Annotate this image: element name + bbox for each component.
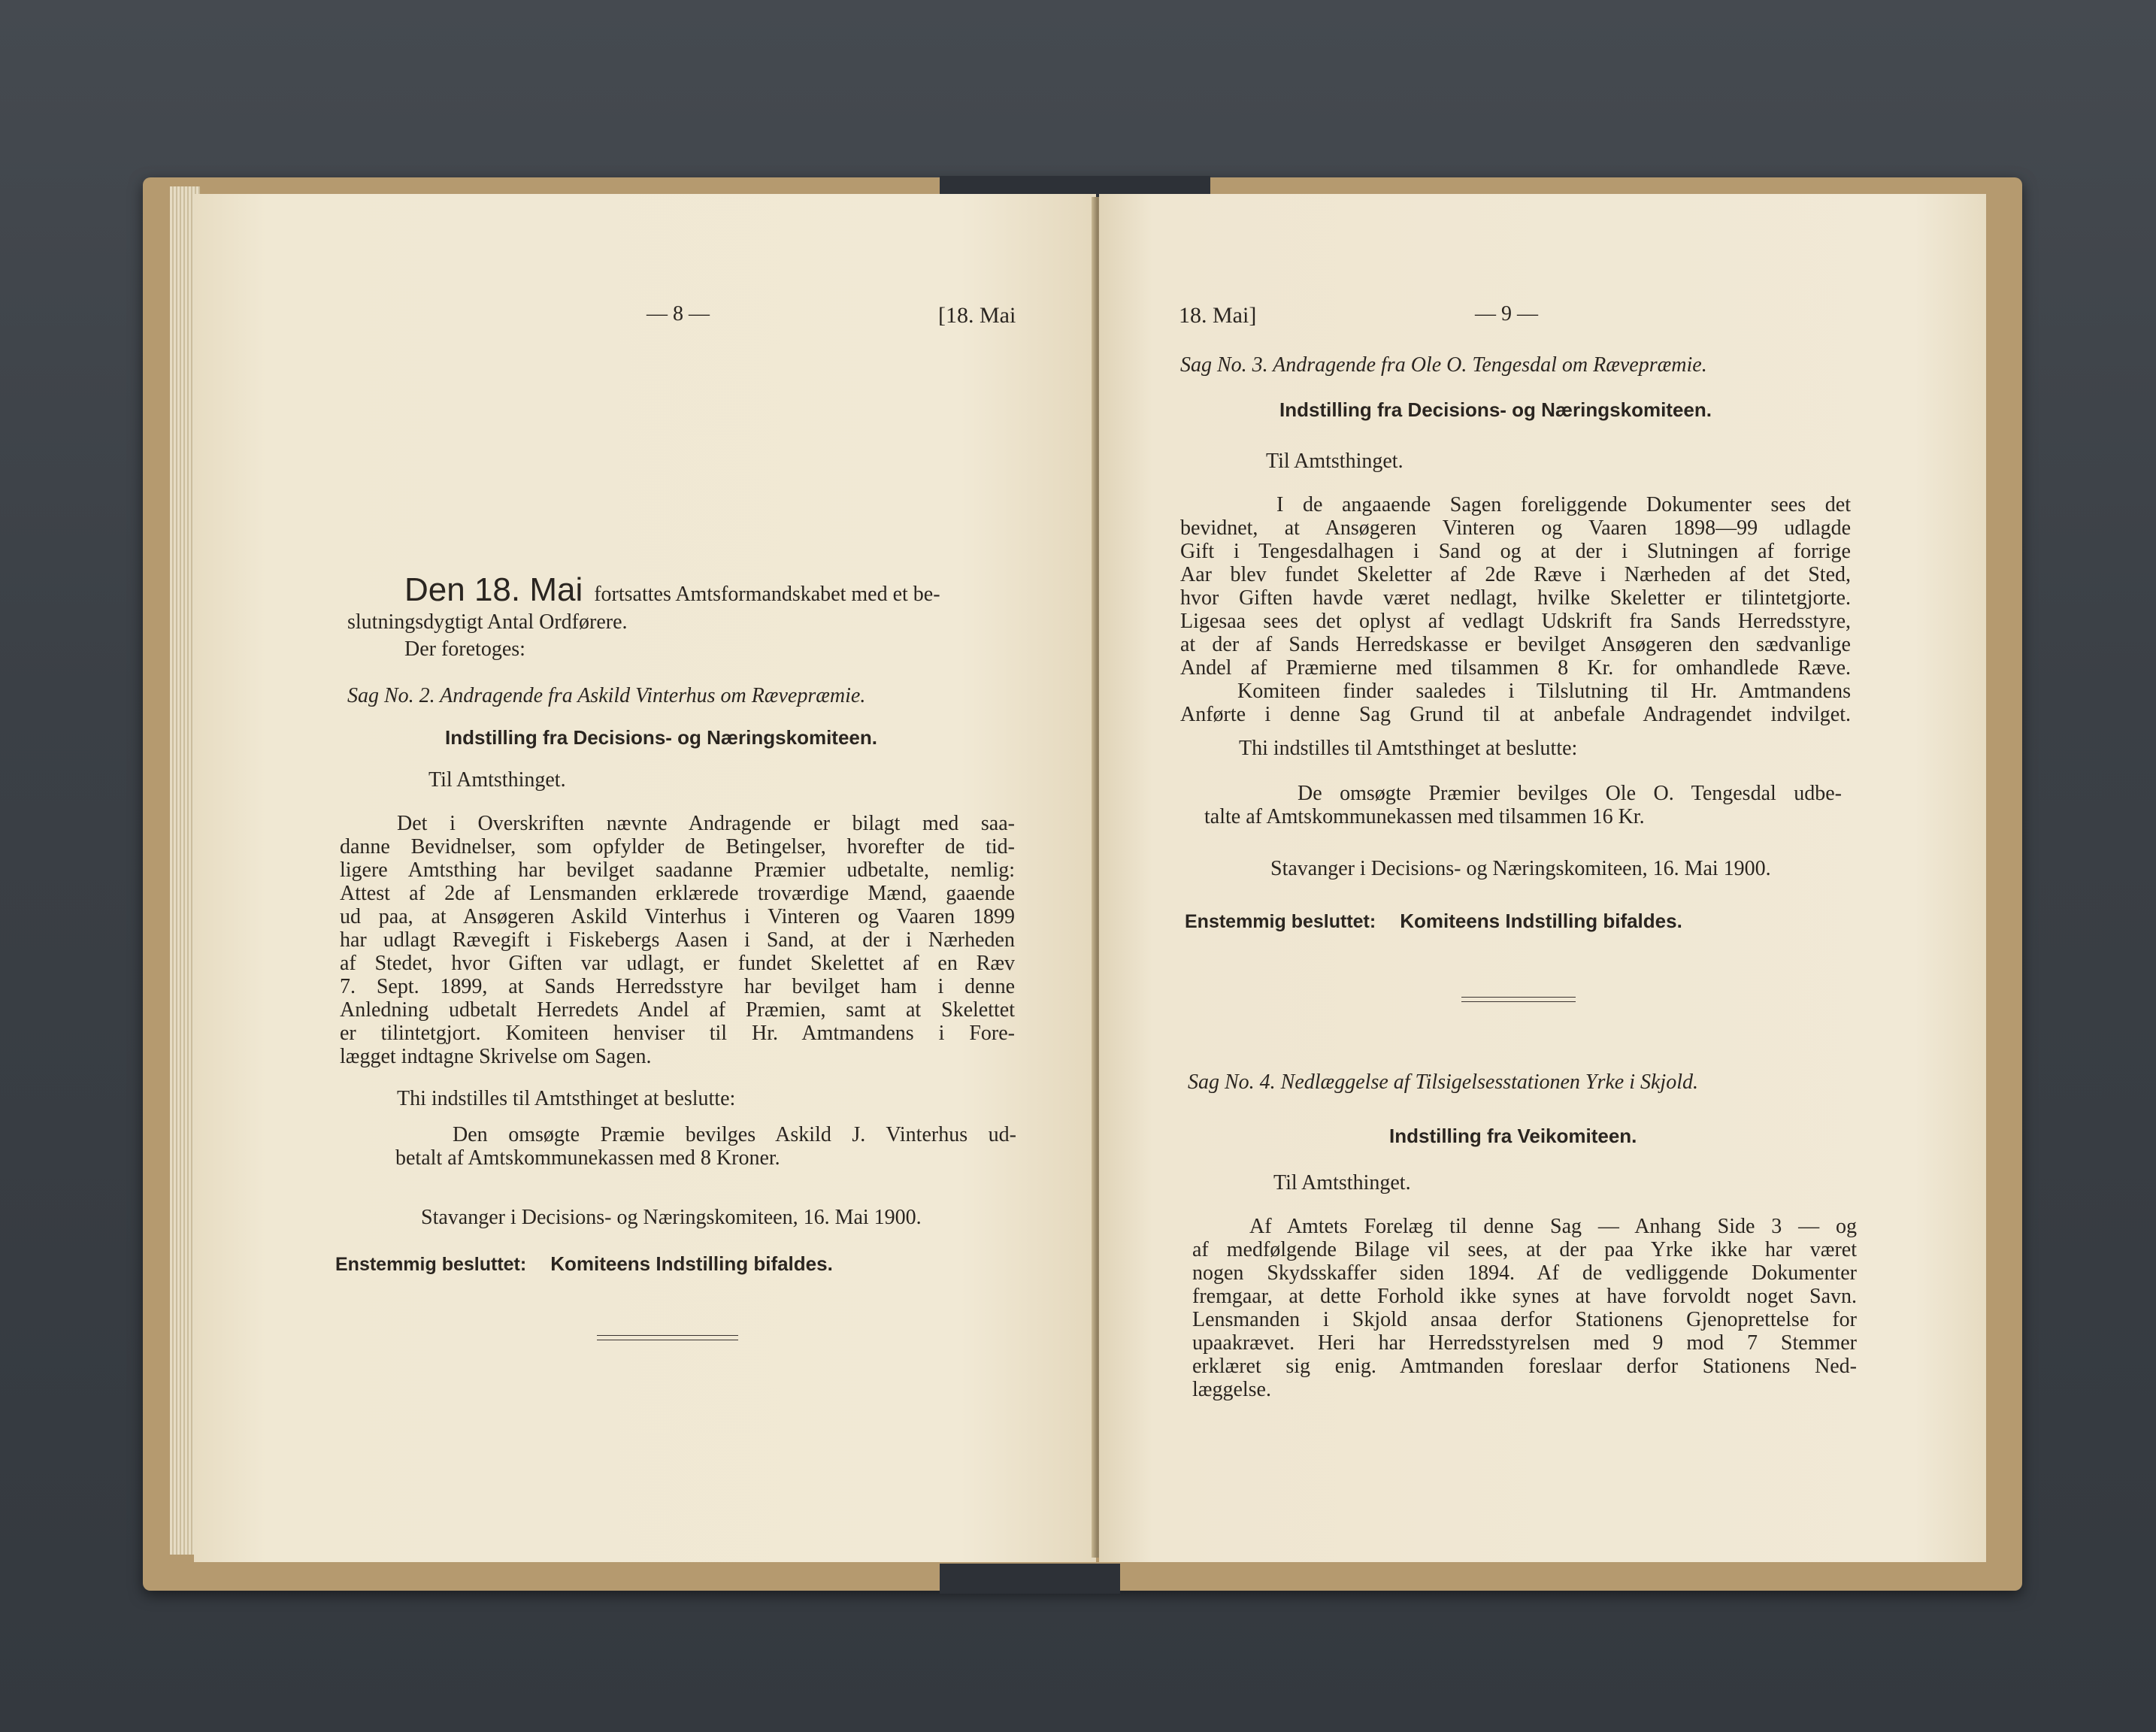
sag3-proposal bbox=[1204, 782, 1842, 828]
body-line: Anførte i denne Sag Grund til at anbefale Andragendet indvilget. bbox=[1180, 703, 1851, 726]
sag2-heading: Indstilling fra Decisions- og Næringskomiteen. bbox=[445, 726, 877, 749]
body-line: Ligesaa sees det oplyst af vedlagt Udskrift fra Sands Herredsstyre, bbox=[1180, 610, 1851, 633]
proposal-line: De omsøgte Præmier bevilges Ole O. Tengesdal udbe- bbox=[1298, 782, 1842, 805]
body-line: 7. Sept. 1899, at Sands Herredsstyre har bevilget ham i denne bbox=[340, 975, 1015, 998]
sag3-title: Sag No. 3. Andragende fra Ole O. Tengesdal om Rævepræmie. bbox=[1180, 353, 1707, 377]
body-line: fremgaar, at dette Forhold ikke synes at have forvoldt noget Savn. bbox=[1192, 1285, 1857, 1308]
resolution-label: Enstemmig besluttet: bbox=[1185, 911, 1376, 932]
body-line: ligere Amtsthing har bevilget saadanne Præmier udbetalte, nemlig: bbox=[340, 858, 1015, 882]
body-line: Anledning udbetalt Herredets Andel af Præmien, samt at Skelettet bbox=[340, 998, 1015, 1022]
body-line: Gift i Tengesdalhagen i Sand og at der i Slutningen af forrige bbox=[1180, 540, 1851, 563]
sag3-signature: Stavanger i Decisions- og Næringskomiteen, 16. Mai 1900. bbox=[1270, 857, 1771, 880]
body-line: Andel af Præmierne med tilsammen 8 Kr. for omhandlede Ræve. bbox=[1180, 656, 1851, 680]
sag4-addressee: Til Amtsthinget. bbox=[1273, 1171, 1411, 1195]
sag4-heading: Indstilling fra Veikomiteen. bbox=[1389, 1125, 1637, 1147]
body-line: erklæret sig enig. Amtmanden foreslaar derfor Stationens Ned- bbox=[1192, 1355, 1857, 1378]
body-line: bevidnet, at Ansøgeren Vinteren og Vaaren 1898—99 udlagde bbox=[1180, 516, 1851, 540]
opening-line2: slutningsdygtigt Antal Ordførere. bbox=[347, 610, 628, 634]
body-line: I de angaaende Sagen foreliggende Dokumenter sees det bbox=[1276, 493, 1851, 516]
body-line: af Stedet, hvor Giften var udlagt, er fundet Skelettet af en Ræv bbox=[340, 952, 1015, 975]
sag3-body bbox=[1180, 493, 1851, 726]
resolution-text: Komiteens Indstilling bifaldes. bbox=[550, 1252, 833, 1275]
sag3-resolution bbox=[1185, 910, 1682, 934]
body-line: Det i Overskriften nævnte Andragende er bilagt med saa- bbox=[397, 812, 1015, 835]
body-line: Komiteen finder saaledes i Tilslutning til Hr. Amtmandens bbox=[1237, 680, 1851, 703]
body-line: upaakrævet. Heri har Herredsstyrelsen med 9 mod 7 Stemmer bbox=[1192, 1331, 1857, 1355]
body-line: er tilintetgjort. Komiteen henviser til Hr. Amtmandens i Fore- bbox=[340, 1022, 1015, 1045]
proposal-line: betalt af Amtskommunekassen med 8 Kroner. bbox=[395, 1146, 780, 1170]
left-divider-rule bbox=[597, 1335, 738, 1340]
spine-bottom bbox=[940, 1564, 1120, 1594]
body-line: ud paa, at Ansøgeren Askild Vinterhus i Vinteren og Vaaren 1899 bbox=[340, 905, 1015, 928]
sag2-resolution bbox=[335, 1252, 833, 1276]
body-line: har udlagt Rævegift i Fiskebergs Aasen i Sand, at der i Nærheden bbox=[340, 928, 1015, 952]
sag3-addressee: Til Amtsthinget. bbox=[1266, 450, 1404, 473]
opening-line1 bbox=[404, 571, 940, 609]
right-running-head: 18. Mai] bbox=[1179, 303, 1257, 328]
body-line: at der af Sands Herredskasse er bevilget Ansøgeren den sædvanlige bbox=[1180, 633, 1851, 656]
body-line: Attest af 2de af Lensmanden erklærede troværdige Mænd, gaaende bbox=[340, 882, 1015, 905]
body-line: af medfølgende Bilage vil sees, at der paa Yrke ikke har været bbox=[1192, 1238, 1857, 1261]
sag2-proposal bbox=[395, 1123, 1016, 1170]
proposal-line: Den omsøgte Præmie bevilges Askild J. Vinterhus ud- bbox=[453, 1123, 1016, 1146]
sag4-title: Sag No. 4. Nedlæggelse af Tilsigelsesstationen Yrke i Skjold. bbox=[1188, 1070, 1698, 1094]
body-line: lægget indtagne Skrivelse om Sagen. bbox=[340, 1045, 652, 1068]
body-line: Aar blev fundet Skeletter af 2de Ræve i Nærheden af det Sted, bbox=[1180, 563, 1851, 586]
resolution-text: Komiteens Indstilling bifaldes. bbox=[1400, 910, 1682, 932]
proposal-line: talte af Amtskommunekassen med tilsammen 16 Kr. bbox=[1204, 805, 1645, 828]
left-page-number: — 8 — bbox=[646, 302, 710, 326]
opening-line3: Der foretoges: bbox=[404, 637, 525, 661]
right-divider-rule bbox=[1461, 997, 1576, 1002]
body-line: hvor Giften havde været nedlagt, hvilke Skeletter er tilintetgjorte. bbox=[1180, 586, 1851, 610]
resolution-label: Enstemmig besluttet: bbox=[335, 1254, 527, 1275]
sag4-body bbox=[1192, 1215, 1857, 1401]
sag2-addressee: Til Amtsthinget. bbox=[428, 768, 566, 792]
right-page-number: — 9 — bbox=[1475, 302, 1538, 326]
body-line: danne Bevidnelser, som opfylder de Betingelser, hvorefter de tid- bbox=[340, 835, 1015, 858]
sag2-signature: Stavanger i Decisions- og Næringskomiteen, 16. Mai 1900. bbox=[421, 1206, 922, 1229]
body-line: Lensmanden i Skjold ansaa derfor Stationens Gjenoprettelse for bbox=[1192, 1308, 1857, 1331]
body-line: Af Amtets Forelæg til denne Sag — Anhang Side 3 — og bbox=[1249, 1215, 1857, 1238]
date-lead: Den 18. Mai bbox=[404, 571, 583, 608]
body-line: læggelse. bbox=[1192, 1378, 1271, 1401]
sag2-proposal-intro: Thi indstilles til Amtsthinget at beslutte: bbox=[397, 1087, 736, 1110]
opening-line1-rest: fortsattes Amtsformandskabet med et be- bbox=[594, 583, 940, 606]
sag3-heading: Indstilling fra Decisions- og Næringskomiteen. bbox=[1279, 398, 1712, 421]
sag2-body bbox=[340, 812, 1015, 1068]
sag3-proposal-intro: Thi indstilles til Amtsthinget at beslutte: bbox=[1239, 737, 1578, 760]
left-running-head: [18. Mai bbox=[938, 303, 1016, 328]
body-line: nogen Skydsskaffer siden 1894. Af de vedliggende Dokumenter bbox=[1192, 1261, 1857, 1285]
sag2-title: Sag No. 2. Andragende fra Askild Vinterhus om Rævepræmie. bbox=[347, 684, 866, 707]
